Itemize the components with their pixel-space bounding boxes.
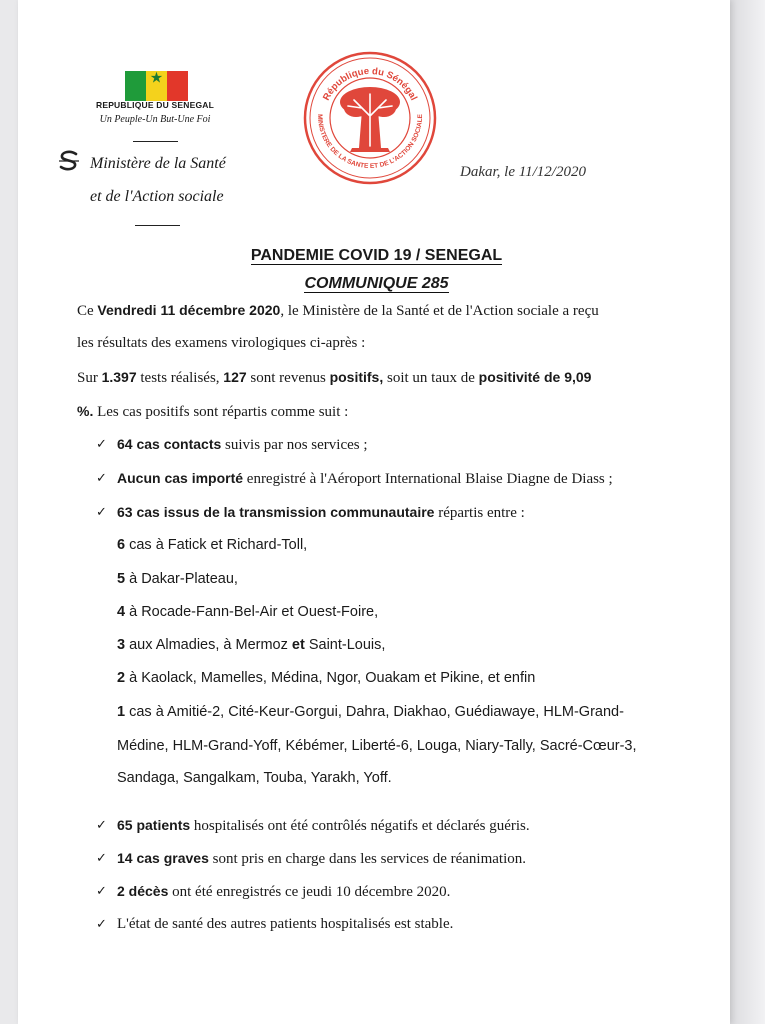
ministry-logo-icon	[56, 148, 82, 174]
senegal-flag	[125, 68, 188, 101]
intro-line-2: les résultats des examens virologiques ci-après :	[77, 335, 366, 351]
seal-text-top: République du Sénégal	[320, 65, 420, 103]
bullet-stable: L'état de santé des autres patients hospitalisés est stable.	[117, 916, 454, 932]
seal-text-bottom: MINISTERE DE LA SANTE ET DE L'ACTION SOCIALE	[315, 114, 425, 171]
bullet-imported: Aucun cas importé enregistré à l'Aéroport International Blaise Diagne de Diass ;	[117, 470, 613, 487]
bullet-deaths: 2 décès ont été enregistrés ce jeudi 10 décembre 2020.	[117, 883, 451, 900]
star-icon: ★	[149, 68, 164, 87]
date-value: 11/12/2020	[518, 164, 586, 180]
divider	[135, 225, 180, 226]
divider	[133, 141, 178, 142]
ministry-name-line1: Ministère de la Santé	[90, 155, 226, 172]
check-icon: ✓	[96, 818, 107, 833]
check-icon: ✓	[96, 917, 107, 932]
distribution-2: 2 à Kaolack, Mamelles, Médina, Ngor, Ouakam et Pikine, et enfin	[117, 670, 536, 686]
distribution-3: 3 aux Almadies, à Mermoz et Saint-Louis,	[117, 637, 386, 653]
communique-number: COMMUNIQUE 285	[304, 275, 449, 292]
distribution-5: 5 à Dakar-Plateau,	[117, 571, 238, 587]
distribution-1: 1 cas à Amitié-2, Cité-Keur-Gorgui, Dahra, Diakhao, Guédiawaye, HLM-Grand-	[117, 704, 624, 720]
bullet-severe: 14 cas graves sont pris en charge dans les services de réanimation.	[117, 850, 526, 867]
ministry-name-line2: et de l'Action sociale	[90, 188, 224, 205]
distribution-1-end: Sandaga, Sangalkam, Touba, Yarakh, Yoff.	[117, 770, 392, 786]
distribution-6: 6 cas à Fatick et Richard-Toll,	[117, 537, 308, 553]
bullet-cured: 65 patients hospitalisés ont été contrôlés négatifs et déclarés guéris.	[117, 817, 530, 834]
check-icon: ✓	[96, 505, 107, 520]
check-icon: ✓	[96, 437, 107, 452]
check-icon: ✓	[96, 471, 107, 486]
bullet-community: 63 cas issus de la transmission communautaire répartis entre :	[117, 504, 525, 521]
results-line-2: %. Les cas positifs sont répartis comme suit :	[77, 403, 349, 420]
national-motto: Un Peuple-Un But-Une Foi	[99, 114, 211, 125]
document-date: Dakar, le 11/12/2020	[460, 164, 586, 180]
document-title: PANDEMIE COVID 19 / SENEGAL	[250, 247, 503, 264]
background-edge	[730, 0, 765, 1024]
check-icon: ✓	[96, 851, 107, 866]
results-line-1: Sur 1.397 tests réalisés, 127 sont revenus positifs, soit un taux de positivité de 9,09	[77, 369, 592, 386]
check-icon: ✓	[96, 884, 107, 899]
official-seal-stamp	[302, 50, 438, 186]
intro-line-1: Ce Vendredi 11 décembre 2020, le Ministère de la Santé et de l'Action sociale a reçu	[77, 302, 599, 319]
distribution-1-cont: Médine, HLM-Grand-Yoff, Kébémer, Liberté-6, Louga, Niary-Tally, Sacré-Cœur-3,	[117, 738, 637, 754]
distribution-4: 4 à Rocade-Fann-Bel-Air et Ouest-Foire,	[117, 604, 379, 620]
bullet-contacts: 64 cas contacts suivis par nos services ;	[117, 436, 368, 453]
republic-label: REPUBLIQUE DU SENEGAL	[95, 100, 215, 110]
